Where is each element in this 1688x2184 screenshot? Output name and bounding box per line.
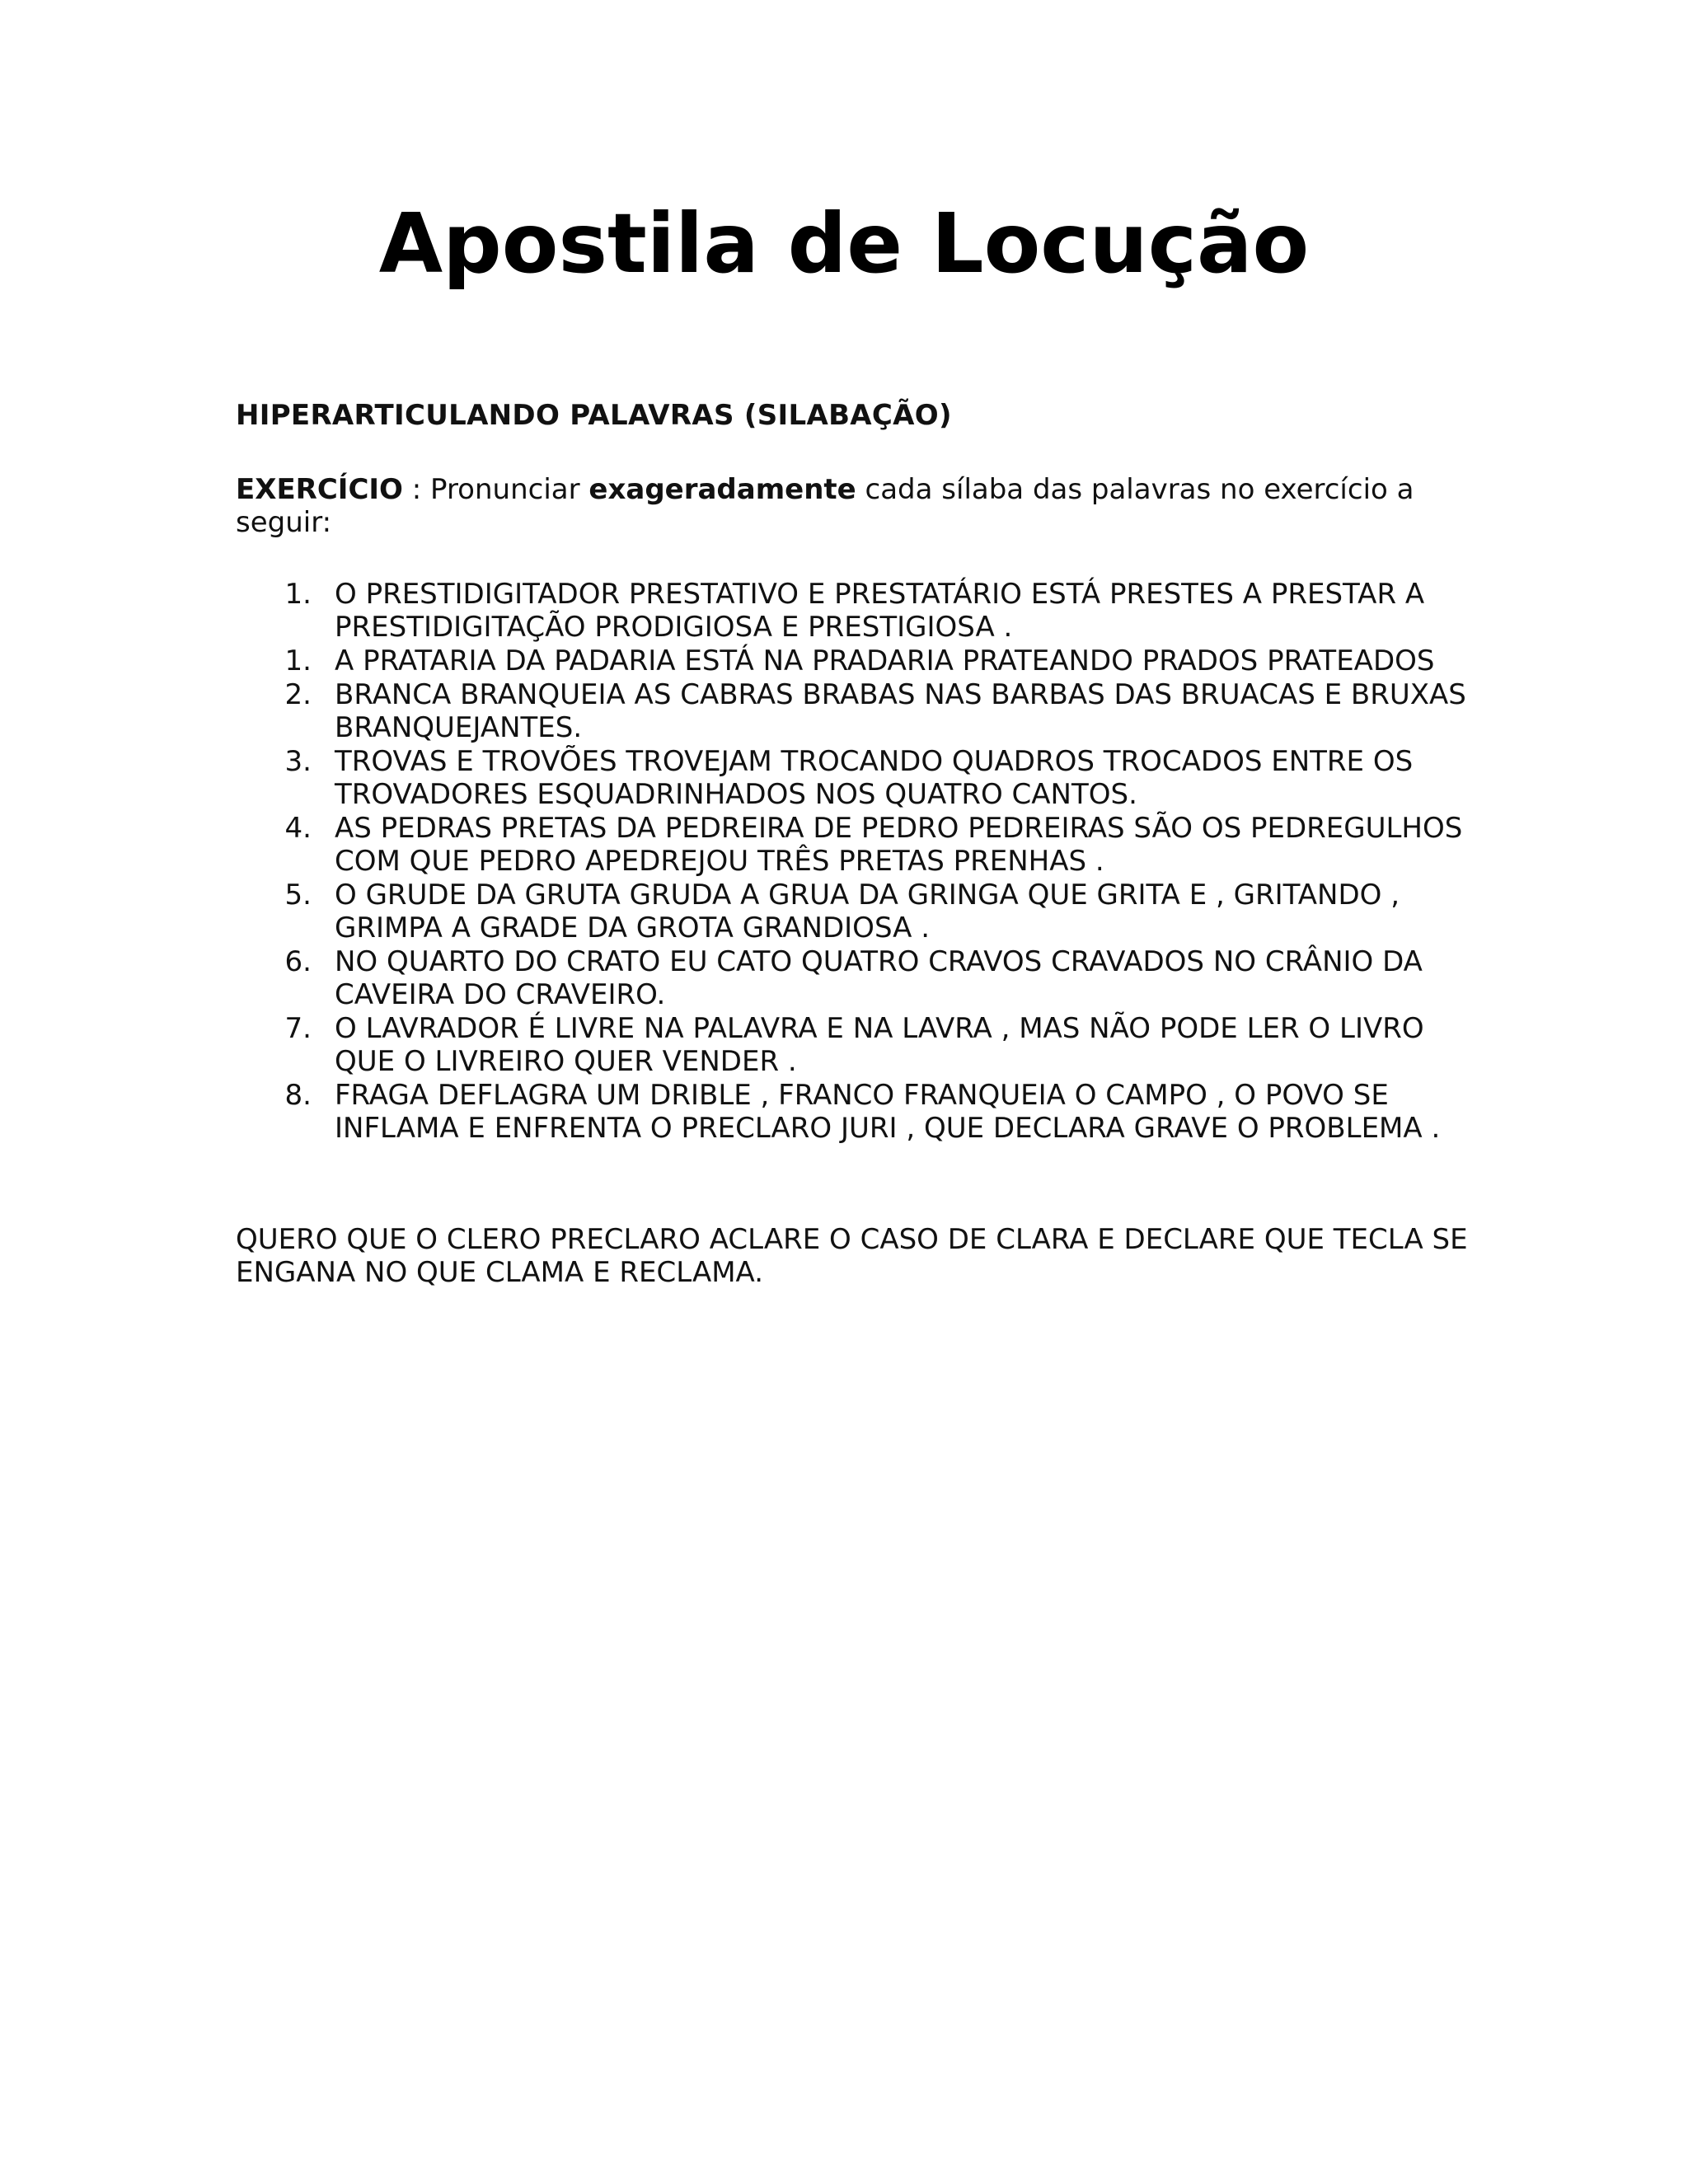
list-item xyxy=(236,644,1472,677)
list-item xyxy=(236,1079,1472,1145)
list-item xyxy=(236,945,1472,1011)
page-title: Apostila de Locução xyxy=(378,195,1310,292)
list-item xyxy=(236,812,1472,878)
item-number: 1. xyxy=(284,578,312,611)
item-number: 5. xyxy=(284,879,312,912)
list-item xyxy=(236,745,1472,811)
item-text: A PRATARIA DA PADARIA ESTÁ NA PRADARIA PRATEANDO PRADOS PRATEADOS xyxy=(335,644,1435,677)
item-text: TROVAS E TROVÕES TROVEJAM TROCANDO QUADROS TROCADOS ENTRE OS TROVADORES ESQUADRINHADOS NOS QUATRO CANTOS. xyxy=(335,745,1414,811)
item-text: BRANCA BRANQUEIA AS CABRAS BRABAS NAS BARBAS DAS BRUACAS E BRUXAS BRANQUEJANTES. xyxy=(335,678,1466,744)
item-number: 8. xyxy=(284,1079,312,1112)
item-text: NO QUARTO DO CRATO EU CATO QUATRO CRAVOS CRAVADOS NO CRÂNIO DA CAVEIRA DO CRAVEIRO. xyxy=(335,945,1423,1011)
item-text: O LAVRADOR É LIVRE NA PALAVRA E NA LAVRA , MAS NÃO PODE LER O LIVRO QUE O LIVREIRO QUER VENDER . xyxy=(335,1012,1424,1078)
item-number: 6. xyxy=(284,945,312,978)
list-item xyxy=(236,879,1472,944)
list-item xyxy=(236,578,1472,644)
item-text: O GRUDE DA GRUTA GRUDA A GRUA DA GRINGA QUE GRITA E , GRITANDO , GRIMPA A GRADE DA GROTA GRANDIOSA . xyxy=(335,879,1400,944)
item-number: 2. xyxy=(284,678,312,711)
exercise-instruction xyxy=(236,473,1472,539)
exercise-list xyxy=(236,578,1472,1146)
closing-paragraph: QUERO QUE O CLERO PRECLARO ACLARE O CASO DE CLARA E DECLARE QUE TECLA SE ENGANA NO QUE CLAMA E RECLAMA. xyxy=(236,1223,1468,1289)
item-number: 3. xyxy=(284,745,312,778)
list-item xyxy=(236,678,1472,744)
instruction-emphasis: exageradamente xyxy=(588,473,856,506)
instruction-separator: : Pronunciar xyxy=(402,473,589,506)
list-item xyxy=(236,1012,1472,1078)
section-heading: HIPERARTICULANDO PALAVRAS (SILABAÇÃO) xyxy=(236,399,952,432)
item-number: 7. xyxy=(284,1012,312,1045)
instruction-label: EXERCÍCIO xyxy=(236,473,403,506)
instruction-rest: cada sílaba das palavras no exercício a seguir: xyxy=(236,473,1414,539)
item-number: 1. xyxy=(284,644,312,677)
item-text: FRAGA DEFLAGRA UM DRIBLE , FRANCO FRANQUEIA O CAMPO , O POVO SE INFLAMA E ENFRENTA O PRECLARO JURI , QUE DECLARA GRAVE O PROBLEMA . xyxy=(335,1079,1441,1145)
item-text: AS PEDRAS PRETAS DA PEDREIRA DE PEDRO PEDREIRAS SÃO OS PEDREGULHOS COM QUE PEDRO APEDREJOU TRÊS PRETAS PRENHAS . xyxy=(335,812,1463,878)
item-text: O PRESTIDIGITADOR PRESTATIVO E PRESTATÁRIO ESTÁ PRESTES A PRESTAR A PRESTIDIGITAÇÃO PRODIGIOSA E PRESTIGIOSA . xyxy=(335,578,1425,644)
item-number: 4. xyxy=(284,812,312,845)
